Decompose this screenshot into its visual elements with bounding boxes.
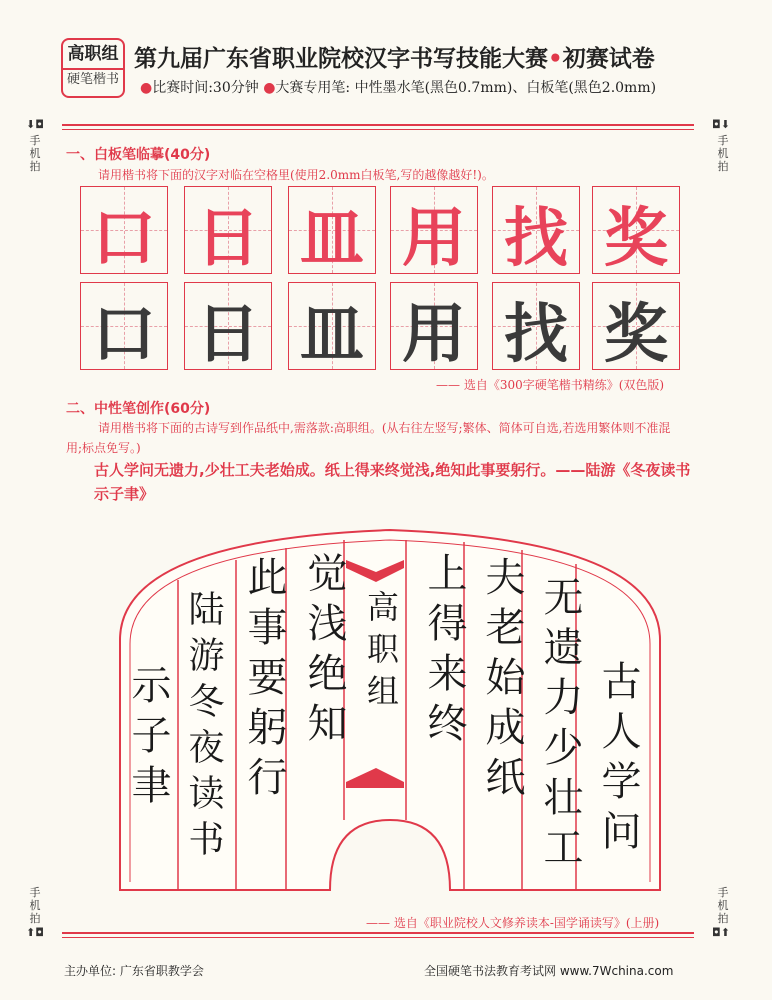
group-badge [61,38,125,98]
model-char: 找 [504,201,568,276]
model-char: 用 [402,201,466,276]
model-cell [390,186,478,274]
model-cell [492,186,580,274]
pen-info: 大赛专用笔: 中性墨水笔(黑色0.7mm)、白板笔(黑色2.0mm) [275,80,657,96]
page-title [134,40,655,73]
model-char: 皿 [300,201,364,276]
copied-char: 口 [92,297,156,372]
phone-photo-label-right-bottom: 手机拍 [717,886,729,925]
copied-char: 用 [402,297,466,372]
poem-column: 陆游冬夜读书 [183,590,224,866]
model-char: 日 [196,201,260,276]
model-cell [80,186,168,274]
bottom-rule-thin [62,937,694,938]
copy-cell[interactable] [592,282,680,370]
badge-style-label: 硬笔楷书 [66,72,119,87]
time-info: 比赛时间:30分钟 [152,80,259,96]
section2-heading: 二、中性笔创作(60分) [66,401,211,417]
model-cell [184,186,272,274]
camera-icon: ◘⬇ [712,118,730,131]
copy-grid [80,186,692,372]
signature-column: 高职组 [362,590,400,716]
model-char: 口 [92,201,156,276]
camera-icon: ⬆◘ [26,926,44,939]
poem-text: 古人学问无遗力,少壮工夫老始成。纸上得来终觉浅,绝知此事要躬行。——陆游《冬夜读书示子聿》 [94,461,691,503]
top-rule [62,124,694,126]
camera-icon: ⬇◘ [26,118,44,131]
copied-char: 皿 [300,297,364,372]
copy-cell[interactable] [390,282,478,370]
poem-column: 觉浅绝知 [301,552,347,752]
model-char: 奖 [604,201,668,276]
poem-column: 此事要躬行 [241,556,287,806]
section1-heading: 一、白板笔临摹(40分) [66,147,211,163]
camera-icon: ◘⬆ [712,926,730,939]
title-tail: 初赛试卷 [562,46,655,72]
copy-cell[interactable] [492,282,580,370]
bullet-icon: ● [263,80,276,96]
poem-column: 上得来终 [421,552,467,752]
website: 全国硬笔书法教育考试网 www.7Wchina.com [424,964,674,978]
copied-char: 日 [196,297,260,372]
copy-cell[interactable] [80,282,168,370]
poem-column: 古人学问 [595,660,641,860]
section1-instruction: 请用楷书将下面的汉字对临在空格里(使用2.0mm白板笔,写的越像越好!)。 [98,168,494,182]
title-main: 第九届广东省职业院校汉字书写技能大赛 [134,46,548,72]
phone-photo-label-left-bottom: 手机拍 [29,886,41,925]
exam-info [140,77,656,97]
organizer: 主办单位: 广东省职教学会 [64,964,204,978]
copy-cell[interactable] [288,282,376,370]
section1-source: —— 选自《300字硬笔楷书精练》(双色版) [436,378,665,392]
model-cell [288,186,376,274]
poem-column: 夫老始成纸 [479,556,525,806]
poem-column: 无遗力少壮工 [537,576,583,876]
model-cell [592,186,680,274]
copy-cell[interactable] [184,282,272,370]
section2-instruction: 请用楷书将下面的古诗写到作品纸中,需落款:高职组。(从右往左竖写;繁体、简体可自选,若选用繁体则不准混用;标点免写。) [66,421,671,455]
copied-char: 找 [504,297,568,372]
copied-char: 奖 [604,297,668,372]
bottom-rule [62,932,694,934]
top-rule-thin [62,129,694,130]
poem-column: 示子聿 [125,664,171,814]
title-separator: • [548,46,563,72]
bullet-icon: ● [140,80,153,96]
phone-photo-label-left-top: 手机拍 [29,134,41,173]
phone-photo-label-right-top: 手机拍 [717,134,729,173]
badge-group-label: 高职组 [63,40,123,70]
section2-source: —— 选自《职业院校人文修养读本-国学诵读写》(上册) [366,916,660,930]
